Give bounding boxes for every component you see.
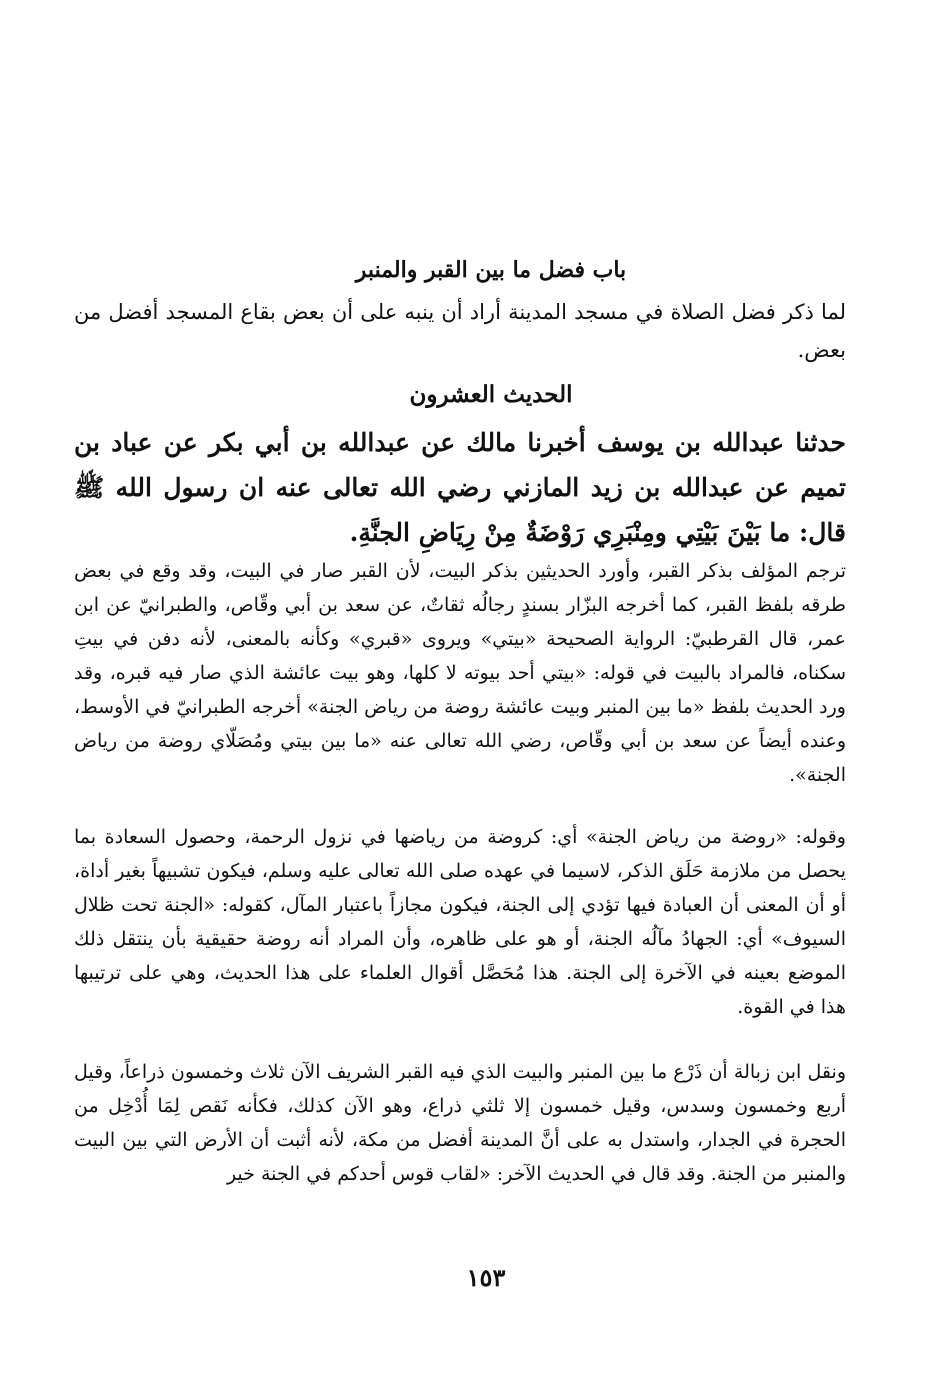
hadith-heading: الحديث العشرون bbox=[409, 381, 573, 408]
chapter-intro: لما ذكر فضل الصلاة في مسجد المدينة أراد أن ينبه على أن بعض بقاع المسجد أفضل من بعض. bbox=[74, 300, 846, 362]
commentary-paragraph: ونقل ابن زبالة أن ذَرْع ما بين المنبر والبيت الذي فيه القبر الشريف الآن ثلاث وخمسون ذراعاً، وقيل أربع وخمسون وسدس، وقيل خمسون إلا ثلثي ذراع، وهو الآن كذلك، فكأنه نَقص لِمَا أُدْخِل من الحجرة في الجدار، واستدل به على أنَّ المدينة أفضل من مكة، لأنه أثبت أن الأرض التي بين البيت والمنبر من الجنة. وقد قال في الحديث الآخر: «لقاب قوس أحدكم في الجنة خير bbox=[74, 1061, 846, 1185]
chapter-title: باب فضل ما بين القبر والمنبر bbox=[355, 257, 627, 283]
hadith-text: حدثنا عبدالله بن يوسف أخبرنا مالك عن عبدالله بن أبي بكر عن عباد بن تميم عن عبدالله بن زيد المازني رضي الله تعالى عنه ان رسول الله ﷺ قال: ما بَيْنَ بَيْتِي ومِنْبَرِي رَوْضَةٌ مِنْ رِيَاضِ الجنَّةِ. bbox=[74, 428, 846, 547]
page-number: ١٥٣ bbox=[466, 1263, 506, 1292]
commentary-paragraph: وقوله: «روضة من رياض الجنة» أي: كروضة من رياضها في نزول الرحمة، وحصول السعادة بما يحصل من ملازمة حَلَق الذكر، لاسيما في عهده صلى الله تعالى عليه وسلم، فيكون تشبيهاً بغير أداة، أو أن المعنى أن العبادة فيها تؤدي إلى الجنة، فيكون مجازاً باعتبار المآل، كقوله: «الجنة تحت ظلال السيوف» أي: الجهادُ مآلُه الجنة، أو هو على ظاهره، وأن المراد أنه روضة حقيقية بأن ينتقل ذلك الموضع بعينه في الآخرة إلى الجنة. هذا مُحَصَّل أقوال العلماء على هذا الحديث، وهي على ترتيبها هذا في القوة. bbox=[74, 826, 846, 1018]
commentary-paragraph: ترجم المؤلف بذكر القبر، وأورد الحديثين بذكر البيت، لأن القبر صار في البيت، وقد وقع في بعض طرقه بلفظ القبر، كما أخرجه البزّار بسندٍ رجالُه ثقاتٌ، عن سعد بن أبي وقّاص، والطبرانيّ عن ابن عمر، قال القرطبيّ: الرواية الصحيحة «بيتي» ويروى «قبري» وكأنه بالمعنى، لأنه دفن في بيتِ سكناه، فالمراد بالبيت في قوله: «بيتي أحد بيوته لا كلها، وهو بيت عائشة الذي صار فيه قبره، وقد ورد الحديث بلفظ «ما بين المنبر وبيت عائشة روضة من رياض الجنة» أخرجه الطبرانيّ في الأوسط، وعنده أيضاً عن سعد بن أبي وقّاص، رضي الله تعالى عنه «ما بين بيتي ومُصَلّاي روضة من رياض الجنة». bbox=[74, 560, 846, 786]
